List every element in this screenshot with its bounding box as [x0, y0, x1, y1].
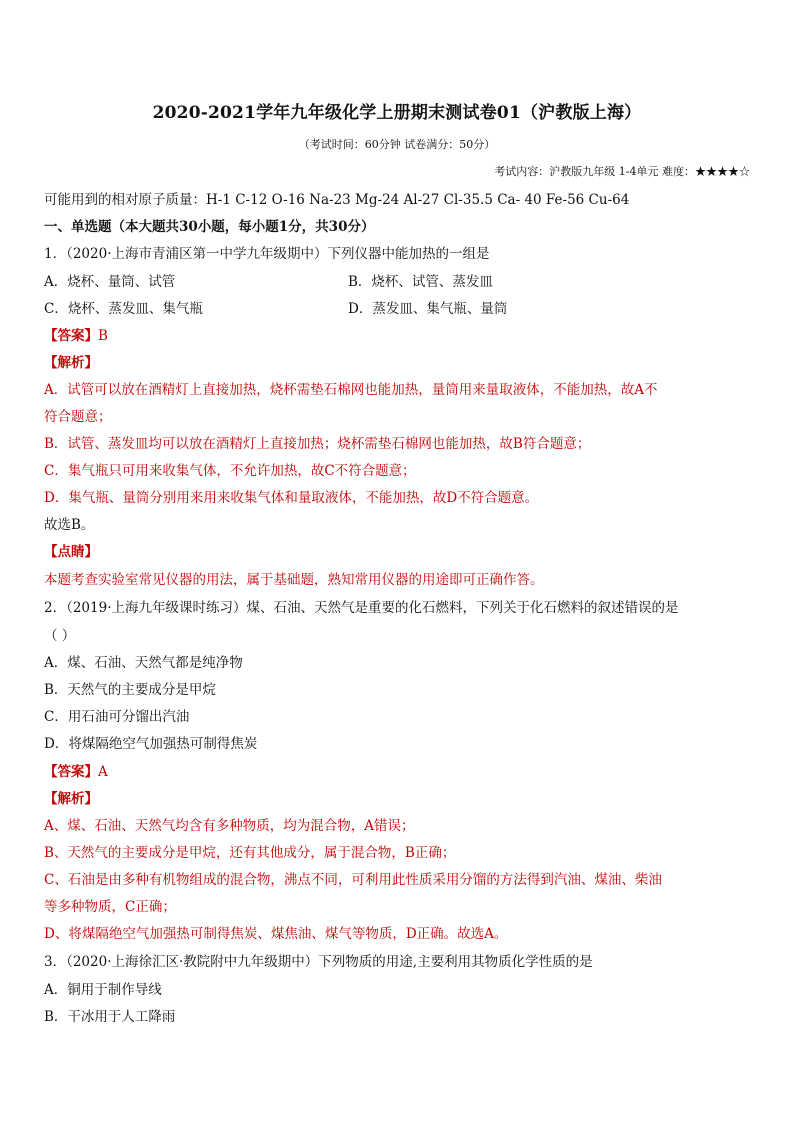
- q2-answer-tag: 【答案】: [44, 764, 98, 780]
- q1-option-a: A．烧杯、量筒、试管: [44, 274, 176, 290]
- q1-analysis-line: C．集气瓶只可用来收集气体，不允许加热，故C不符合题意；: [44, 463, 416, 479]
- q1-analysis-line: A．试管可以放在酒精灯上直接加热，烧杯需垫石棉网也能加热，量筒用来量取液体，不能加热，故A不: [44, 382, 658, 398]
- q2-stem: 2．（2019·上海九年级课时练习）煤、石油、天然气是重要的化石燃料，下列关于化石燃料的叙述错误的是: [44, 600, 679, 616]
- content-info: 考试内容：沪教版九年级 1-4单元 难度：★★★★☆: [494, 165, 750, 178]
- q1-option-b: B．烧杯、试管、蒸发皿: [348, 274, 493, 290]
- q2-analysis-tag: 【解析】: [44, 791, 98, 807]
- q1-stem: 1．（2020·上海市青浦区第一中学九年级期中）下列仪器中能加热的一组是: [44, 246, 490, 262]
- q1-answer: B: [98, 328, 108, 344]
- q1-comment: 本题考查实验室常见仪器的用法，属于基础题，熟知常用仪器的用途即可正确作答。: [44, 572, 544, 588]
- q2-answer: A: [98, 764, 108, 780]
- q1-answer-tag: 【答案】: [44, 328, 98, 344]
- page-title: 2020-2021学年九年级化学上册期末测试卷01（沪教版上海）: [152, 103, 642, 123]
- q1-analysis-tag: 【解析】: [44, 355, 98, 371]
- q1-option-c: C．烧杯、蒸发皿、集气瓶: [44, 301, 203, 317]
- q1-comment-tag: 【点睛】: [44, 544, 98, 560]
- exam-info: （考试时间：60分钟 试卷满分：50分）: [298, 138, 496, 151]
- q2-option-c: C．用石油可分馏出汽油: [44, 709, 190, 725]
- q1-conclusion: 故选B。: [44, 517, 95, 533]
- q1-answer-line: [44, 324, 108, 344]
- q1-analysis-line: D．集气瓶、量筒分别用来用来收集气体和量取液体，不能加热，故D不符合题意。: [44, 490, 539, 506]
- q2-option-b: B．天然气的主要成分是甲烷: [44, 682, 216, 698]
- q2-analysis-line: C、石油是由多种有机物组成的混合物，沸点不同，可利用此性质采用分馏的方法得到汽油、煤油、柴油: [44, 872, 662, 888]
- atomic-masses: 可能用到的相对原子质量：H-1 C-12 O-16 Na-23 Mg-24 Al-27 Cl-35.5 Ca- 40 Fe-56 Cu-64: [44, 192, 630, 208]
- q2-option-a: A．煤、石油、天然气都是纯净物: [44, 655, 243, 671]
- q1-analysis-line: 符合题意；: [44, 409, 112, 425]
- q1-option-d: D．蒸发皿、集气瓶、量筒: [348, 301, 508, 317]
- q2-analysis-line: 等多种物质，C正确；: [44, 899, 176, 915]
- q1-analysis-line: B．试管、蒸发皿均可以放在酒精灯上直接加热；烧杯需垫石棉网也能加热，故B符合题意；: [44, 436, 591, 452]
- q2-analysis-line: B、天然气的主要成分是甲烷，还有其他成分，属于混合物，B正确；: [44, 845, 456, 861]
- q3-stem: 3．（2020·上海徐汇区·教院附中九年级期中）下列物质的用途,主要利用其物质化学性质的是: [44, 954, 593, 970]
- section-heading: 一、单选题（本大题共30小题，每小题1分，共30分）: [44, 219, 375, 235]
- q2-option-d: D．将煤隔绝空气加强热可制得焦炭: [44, 736, 258, 752]
- q3-option-a: A．铜用于制作导线: [44, 982, 162, 998]
- q3-option-b: B．干冰用于人工降雨: [44, 1009, 176, 1025]
- q2-stem-cont: （ ）: [44, 628, 76, 644]
- q2-answer-line: [44, 760, 108, 780]
- q2-analysis-line: A、煤、石油、天然气均含有多种物质，均为混合物，A错误；: [44, 818, 415, 834]
- q2-analysis-line: D、将煤隔绝空气加强热可制得焦炭、煤焦油、煤气等物质，D正确。故选A。: [44, 926, 508, 942]
